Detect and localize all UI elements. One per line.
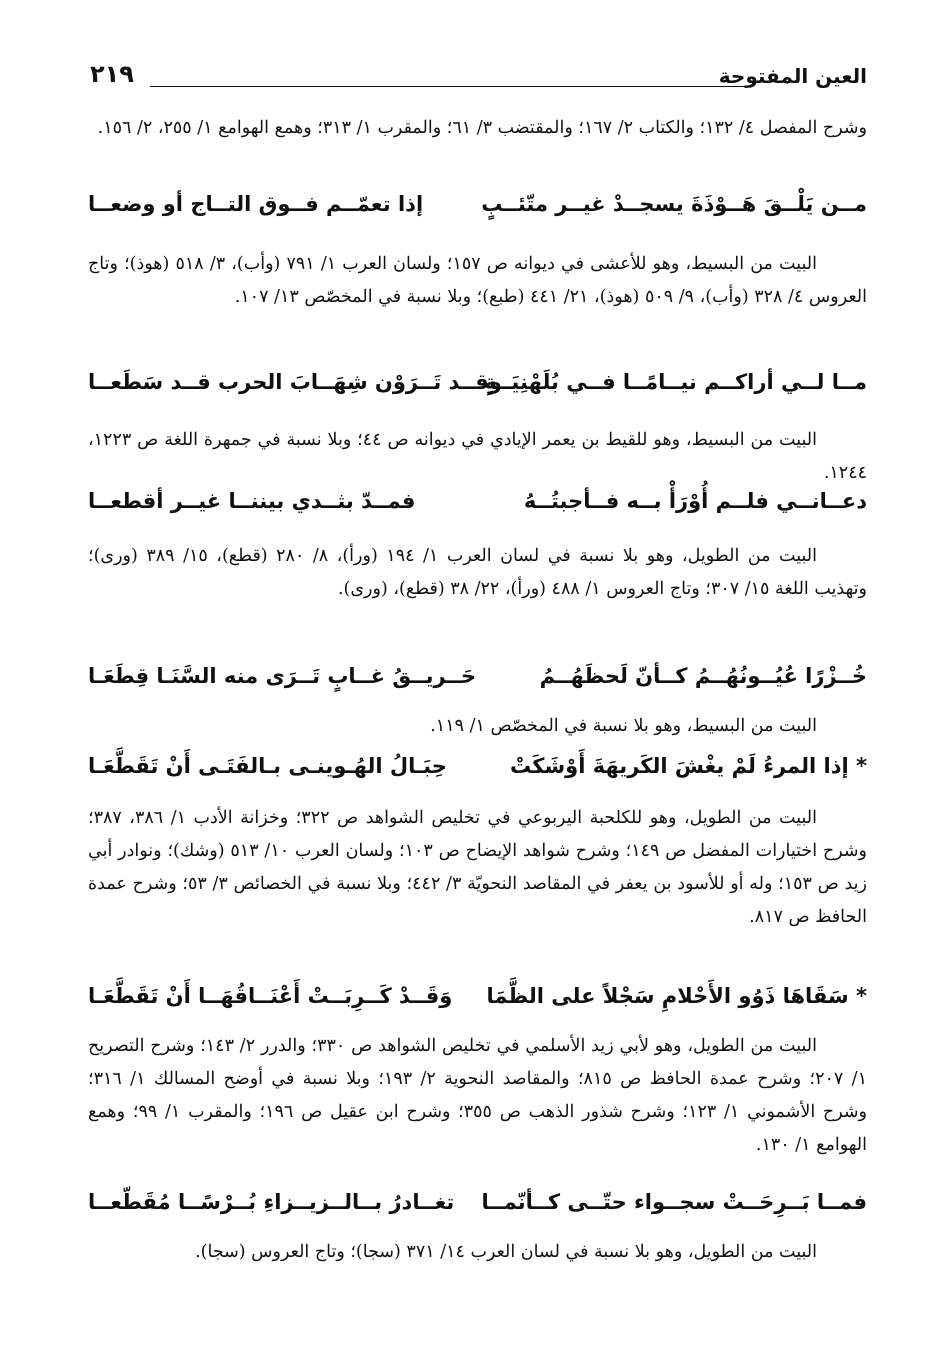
verse-line: [88, 1190, 867, 1228]
verse-line: [88, 664, 867, 702]
verse-first-hemistich: مــا لــي أراكــم نيــامًــا فــي بُلَهْنِيَــةٍ: [484, 370, 867, 394]
verse-second-hemistich: وقــد تَــرَوْن شِهَــابَ الحرب قــد سَطَعــا: [88, 370, 502, 394]
verse-second-hemistich: حِبَـالُ الهُـوينـى بـالفَتَـى أَنْ تَقَطَّعَـا: [88, 754, 447, 778]
citation-paragraph: البيت من الطويل، وهو بلا نسبة في لسان العرب ١/ ١٩٤ (ورأ)، ٨/ ٢٨٠ (قطع)، ١٥/ ٣٨٩ (ورى)؛ وتهذيب اللغة ١٥/ ٣٠٧؛ وتاج العروس ١/ ٤٨٨ (ورأ)، ٢٢/ ٣٨ (قطع)، (ورى).: [88, 546, 867, 599]
verse-line: [88, 984, 867, 1022]
citation-paragraph: البيت من البسيط، وهو للأعشى في ديوانه ص ١٥٧؛ ولسان العرب ١/ ٧٩١ (وأب)، ٣/ ٥١٨ (هوذ)؛ وتاج العروس ٤/ ٣٢٨ (وأب)، ٩/ ٥٠٩ (هوذ)، ٢١/ ٤٤١ (طبع)؛ وبلا نسبة في المخصّص ١٣/ ١٠٧.: [88, 254, 867, 307]
citation-paragraph: البيت من الطويل، وهو لأبي زيد الأسلمي في تخليص الشواهد ص ٣٣٠؛ والدرر ٢/ ١٤٣؛ وشرح التصريح ١/ ٢٠٧؛ وشرح عمدة الحافظ ص ٨١٥؛ والمقاصد النحوية ٢/ ١٩٣؛ وبلا نسبة في أوضح المسالك ١/ ٣١٦؛ وشرح الأشموني ١/ ١٢٣؛ وشرح شذور الذهب ص ٣٥٥؛ وشرح ابن عقيل ص ١٩٦؛ والمقرب ١/ ٩٩؛ وهمع الهوامع ١/ ١٣٠.: [88, 1036, 867, 1155]
citation-paragraph: البيت من البسيط، وهو للقيط بن يعمر الإيادي في ديوانه ص ٤٤؛ وبلا نسبة في جمهرة اللغة ص ١٢٢٣، ١٢٤٤.: [88, 430, 867, 483]
page-number: ٢١٩: [90, 60, 134, 88]
verse-line: [88, 754, 867, 792]
citation-paragraph: البيت من البسيط، وهو بلا نسبة في المخصّص ١/ ١١٩.: [430, 716, 817, 736]
verse-first-hemistich: خُــزْرًا عُيُــونُهُــمُ كــأنّ لَحظَهُــمُ: [539, 664, 867, 688]
verse-first-hemistich: دعــانــي فلــم أُوْرَأْ بــه فــأجبتُــهُ: [523, 489, 867, 513]
verse-first-hemistich: * إذا المرءُ لَمْ يغْشَ الكَريهَةَ أَوْشَكَتْ: [510, 754, 867, 778]
verse-second-hemistich: وَقَــدْ كَــرِبَــتْ أَعْنَــاقُهَــا أَنْ تَقَطَّعَـا: [88, 984, 453, 1008]
verse-second-hemistich: فمــدّ بثــدي بيننــا غيــر أقطعــا: [88, 489, 416, 513]
running-title: العين المفتوحة: [718, 64, 867, 88]
page-header: [90, 58, 867, 98]
verse-first-hemistich: * سَقَاهَا ذَوُو الأَحْلامِ سَجْلاً على الظَّمَا: [486, 984, 867, 1008]
verse-second-hemistich: حَــريــقُ غــابٍ تَــرَى منه السَّنَـا قِطَعَـا: [88, 664, 477, 688]
citation-paragraph: البيت من الطويل، وهو بلا نسبة في لسان العرب ١٤/ ٣٧١ (سجا)؛ وتاج العروس (سجا).: [195, 1242, 817, 1262]
verse-first-hemistich: مــن يَلْــقَ هَــوْذَةَ يسجــدْ غيــر متّئــبٍ: [481, 192, 867, 216]
citation-paragraph: البيت من الطويل، وهو للكلحبة اليربوعي في تخليص الشواهد ص ٣٢٢؛ وخزانة الأدب ١/ ٣٨٦، ٣٨٧؛ وشرح اختيارات المفضل ص ١٤٩؛ وشرح شواهد الإيضاح ص ١٠٣؛ ولسان العرب ١٠/ ٥١٣ (وشك)؛ ونوادر أبي زيد ص ١٥٣؛ وله أو للأسود بن يعفر في المقاصد النحويّة ٣/ ٤٤٢؛ وبلا نسبة في الخصائص ٣/ ٥٣؛ وشرح عمدة الحافظ ص ٨١٧.: [88, 808, 868, 927]
verse-second-hemistich: تغــادرُ بــالــزيــزاءِ بُــرْسًــا مُقَطّعــا: [88, 1190, 455, 1214]
citation-paragraph: وشرح المفصل ٤/ ١٣٢؛ والكتاب ٢/ ١٦٧؛ والمقتضب ٣/ ٦١؛ والمقرب ١/ ٣١٣؛ وهمع الهوامع ١/ ٢٥٥، ٢/ ١٥٦.: [97, 118, 867, 138]
page-body: [88, 112, 867, 1327]
verse-line: [88, 489, 867, 527]
verse-second-hemistich: إذا تعمّــم فــوق التــاج أو وضعــا: [88, 192, 424, 216]
verse-line: [88, 370, 867, 408]
header-rule: [150, 86, 749, 87]
verse-line: [88, 192, 867, 230]
verse-first-hemistich: فمــا بَــرِحَــتْ سجــواء حتّــى كــأنّمــا: [481, 1190, 867, 1214]
